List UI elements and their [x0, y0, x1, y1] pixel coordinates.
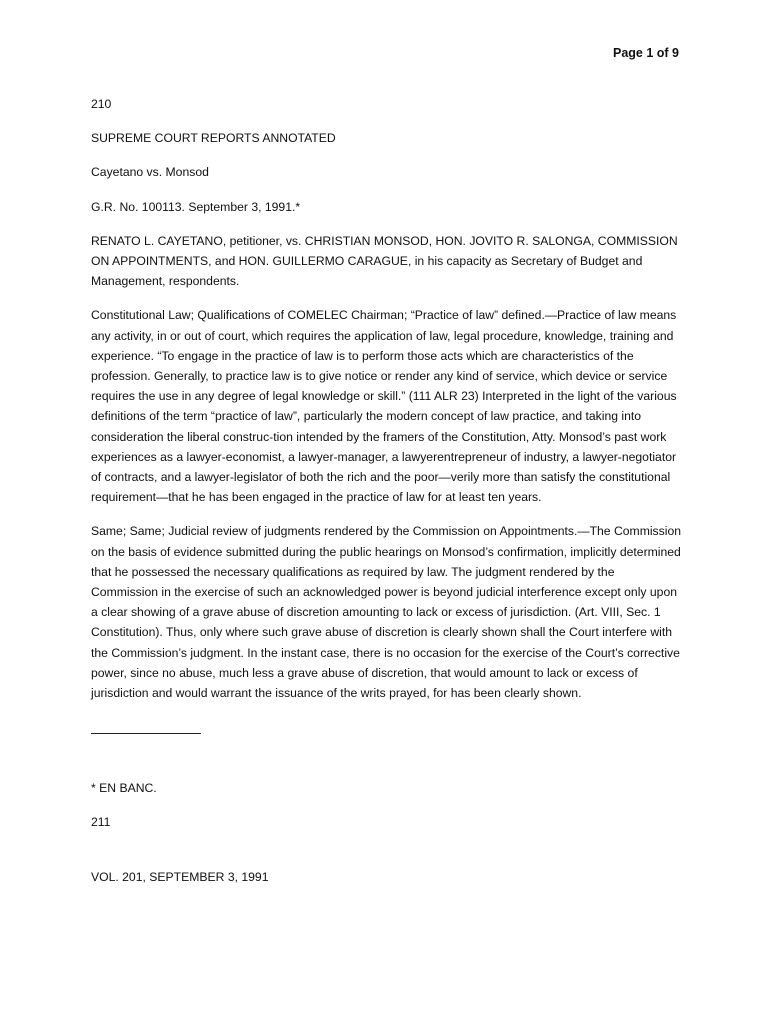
next-page-number: 211 — [91, 815, 111, 830]
reporter-title: SUPREME COURT REPORTS ANNOTATED — [91, 131, 336, 146]
syllabus-paragraph-1: Constitutional Law; Qualifications of COMELEC Chairman; “Practice of law” defined.—Practice of law means any activity, in or out of court, which requires the application of law, legal procedure, knowledge, training and experience. “To engage in the practice of law is to perform those acts which are characteristics of the profession. Generally, to practice law is to give notice or render any kind of service, which device or service requires the use in any degree of legal knowledge or skill.” (111 ALR 23) Interpreted in the light of the various definitions of the term “practice of law”, particularly the modern concept of law practice, and taking into consideration the liberal construc-tion intended by the framers of the Constitution, Atty. Monsod’s past work experiences as a lawyer-economist, a lawyer-manager, a lawyerentrepreneur of industry, a lawyer-negotiator of contracts, and a lawyer-legislator of both the rich and the poor—verily more than satisfy the constitutional requirement—that he has been engaged in the practice of law for at least ten years. — [91, 308, 677, 505]
case-title: Cayetano vs. Monsod — [91, 165, 209, 180]
footnote: * EN BANC. — [91, 781, 157, 796]
syllabus-paragraph-2: Same; Same; Judicial review of judgments rendered by the Commission on Appointments.—The Commission on the basis of evidence submitted during the public hearings on Monsod’s confirmation, implicitly determined that he possessed the necessary qualifications as required by law. The judgment rendered by the Commission in the exercise of such an acknowledged power is beyond judicial interference except only upon a clear showing of a grave abuse of discretion amounting to lack or excess of jurisdiction. (Art. VIII, Sec. 1 Constitution). Thus, only where such grave abuse of discretion is clearly shown shall the Court interfere with the Commission’s judgment. In the instant case, there is no occasion for the exercise of the Court’s corrective power, since no abuse, much less a grave abuse of discretion, that would amount to lack or excess of jurisdiction and would warrant the issuance of the writs prayed, for has been clearly shown. — [91, 524, 682, 701]
reporter-page-number: 210 — [91, 97, 112, 111]
volume-header: VOL. 201, SEPTEMBER 3, 1991 — [91, 869, 269, 884]
parties-paragraph: RENATO L. CAYETANO, petitioner, vs. CHRISTIAN MONSOD, HON. JOVITO R. SALONGA, COMMISSION ON APPOINTMENTS, and HON. GUILLERMO CARAGUE, in his capacity as Secretary of Budget and Management, respondents. — [91, 233, 678, 289]
page-number-label: Page 1 of 9 — [613, 46, 679, 60]
docket-number: G.R. No. 100113. September 3, 1991.* — [91, 199, 301, 214]
document-body — [91, 94, 681, 887]
